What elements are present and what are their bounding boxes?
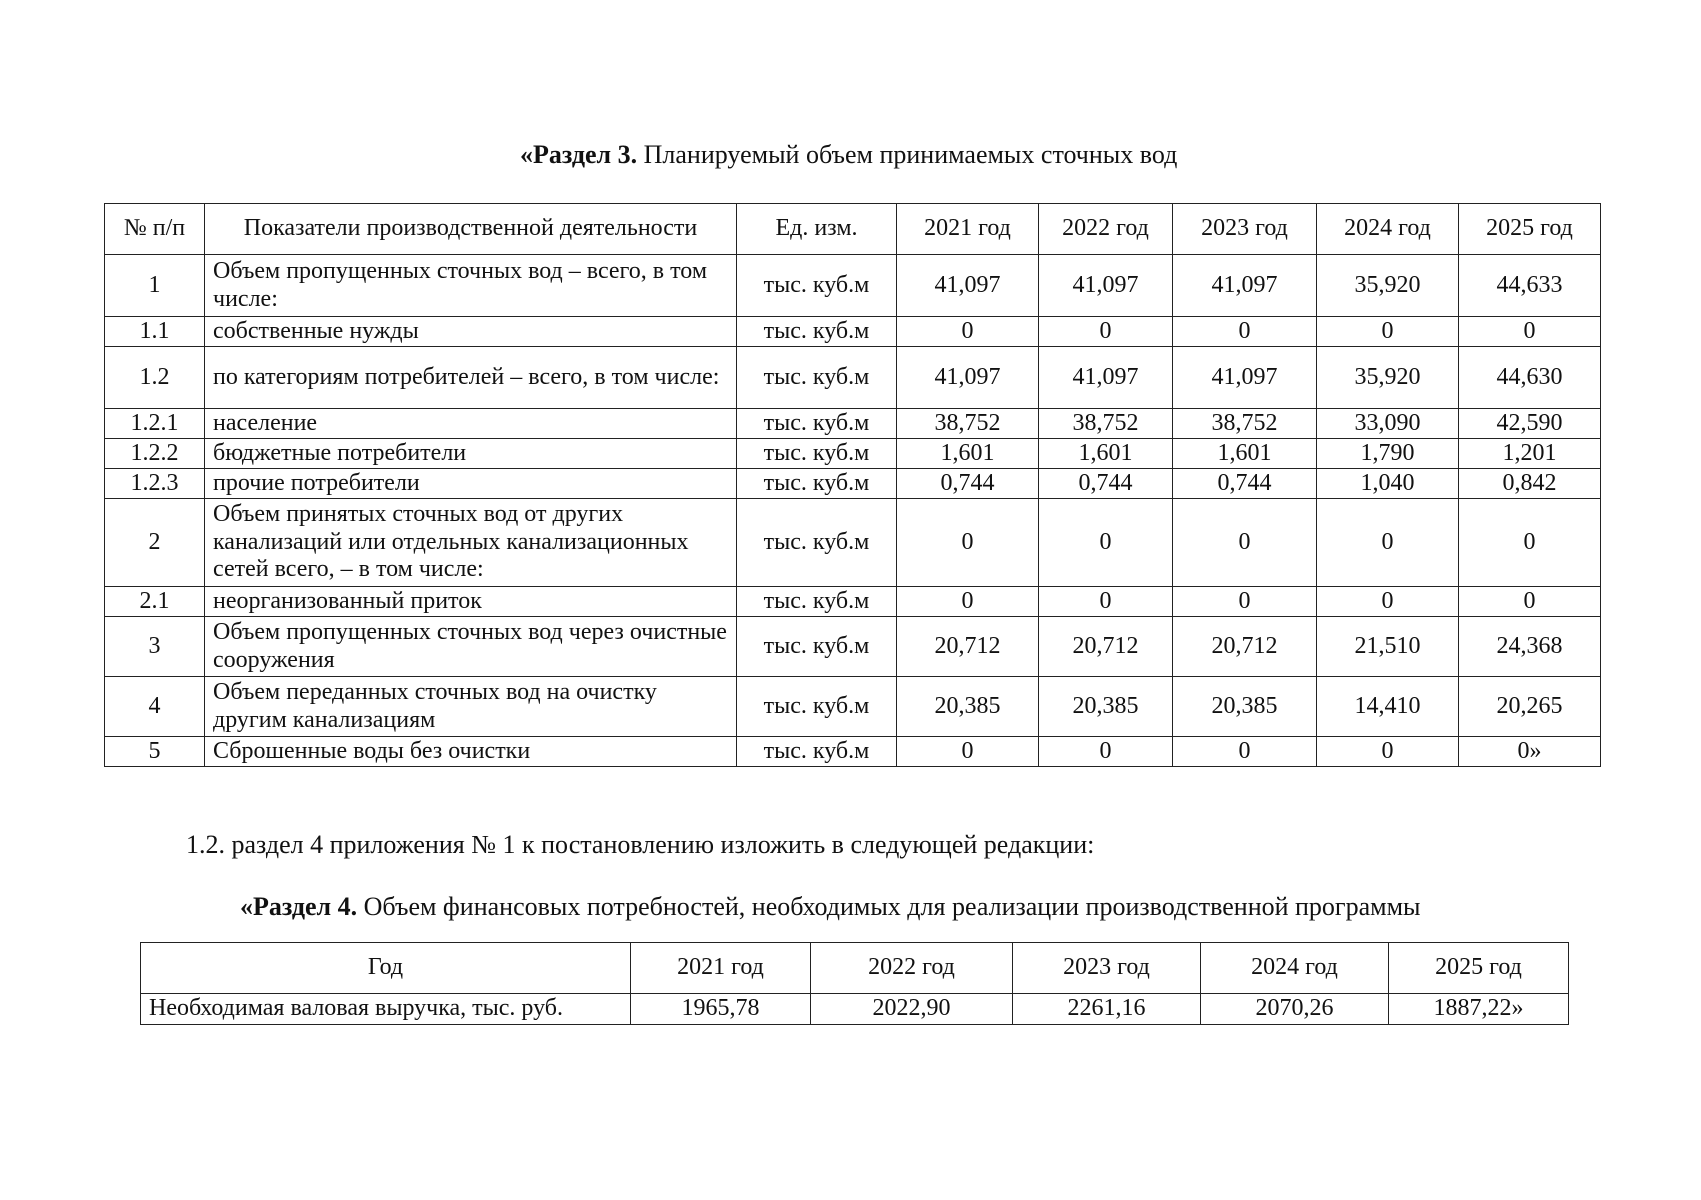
col-header-indicator: Показатели производственной деятельности [205,204,737,255]
row-value-2024: 1,790 [1317,439,1459,469]
row-indicator: неорганизованный приток [205,587,737,617]
row-value-2021: 20,385 [897,677,1039,737]
row-unit: тыс. куб.м [737,409,897,439]
row-value-2023: 0 [1173,317,1317,347]
row-value-2022: 41,097 [1039,347,1173,409]
col-header-2025: 2025 год [1459,204,1601,255]
row-unit: тыс. куб.м [737,347,897,409]
row-value-2022: 20,712 [1039,617,1173,677]
row-value-2022: 20,385 [1039,677,1173,737]
row-value-2022: 41,097 [1039,255,1173,317]
row-value-2021: 38,752 [897,409,1039,439]
row-number: 1.2.3 [105,469,205,499]
row-value-2025: 1,201 [1459,439,1601,469]
row-number: 2.1 [105,587,205,617]
row-value-2023: 41,097 [1173,347,1317,409]
row-indicator: Объем переданных сточных вод на очистку другим канализациям [205,677,737,737]
row-indicator: население [205,409,737,439]
row-unit: тыс. куб.м [737,317,897,347]
row-value-2021: 20,712 [897,617,1039,677]
section-3-header-row [105,204,1601,255]
row-value-2024: 33,090 [1317,409,1459,439]
revenue-2024: 2070,26 [1201,994,1389,1025]
row-value-2021: 0 [897,317,1039,347]
row-value-2025: 42,590 [1459,409,1601,439]
col-header-2024: 2024 год [1201,943,1389,994]
row-value-2025: 24,368 [1459,617,1601,677]
row-value-2025: 20,265 [1459,677,1601,737]
row-value-2021: 0 [897,587,1039,617]
row-value-2024: 0 [1317,587,1459,617]
table-row [105,737,1601,767]
row-indicator: прочие потребители [205,469,737,499]
row-value-2022: 1,601 [1039,439,1173,469]
row-indicator: бюджетные потребители [205,439,737,469]
col-header-2022: 2022 год [811,943,1013,994]
row-value-2024: 0 [1317,737,1459,767]
row-indicator: Объем пропущенных сточных вод – всего, в том числе: [205,255,737,317]
row-value-2023: 20,385 [1173,677,1317,737]
row-value-2024: 35,920 [1317,255,1459,317]
row-value-2023: 1,601 [1173,439,1317,469]
row-value-2024: 35,920 [1317,347,1459,409]
row-value-2025: 0 [1459,317,1601,347]
section-4-title-bold: «Раздел 4. [240,892,358,921]
col-header-2023: 2023 год [1173,204,1317,255]
row-value-2025: 0,842 [1459,469,1601,499]
col-header-2023: 2023 год [1013,943,1201,994]
section-3-table [104,203,1601,767]
table-row [105,677,1601,737]
row-unit: тыс. куб.м [737,587,897,617]
col-header-2021: 2021 год [631,943,811,994]
row-value-2025: 0 [1459,587,1601,617]
row-indicator: Объем принятых сточных вод от других канализаций или отдельных канализационных сетей всего, – в том числе: [205,499,737,587]
row-number: 2 [105,499,205,587]
row-value-2025: 44,633 [1459,255,1601,317]
row-value-2025: 44,630 [1459,347,1601,409]
table-row [105,499,1601,587]
row-value-2024: 14,410 [1317,677,1459,737]
row-number: 3 [105,617,205,677]
row-value-2023: 20,712 [1173,617,1317,677]
revenue-2023: 2261,16 [1013,994,1201,1025]
revenue-label: Необходимая валовая выручка, тыс. руб. [141,994,631,1025]
row-value-2022: 0,744 [1039,469,1173,499]
revenue-2025: 1887,22» [1389,994,1569,1025]
row-value-2022: 38,752 [1039,409,1173,439]
row-unit: тыс. куб.м [737,255,897,317]
section-3-title-bold: «Раздел 3. [520,140,638,169]
row-value-2022: 0 [1039,737,1173,767]
col-header-num: № п/п [105,204,205,255]
section-4-title [240,892,1421,922]
col-header-2021: 2021 год [897,204,1039,255]
row-unit: тыс. куб.м [737,439,897,469]
section-3-title-text: Планируемый объем принимаемых сточных вод [637,140,1178,169]
col-header-2022: 2022 год [1039,204,1173,255]
row-value-2023: 38,752 [1173,409,1317,439]
table-row [105,439,1601,469]
row-value-2023: 0,744 [1173,469,1317,499]
row-unit: тыс. куб.м [737,469,897,499]
row-value-2021: 0 [897,499,1039,587]
row-value-2021: 0,744 [897,469,1039,499]
row-value-2024: 21,510 [1317,617,1459,677]
row-indicator: по категориям потребителей – всего, в том числе: [205,347,737,409]
row-indicator: Объем пропущенных сточных вод через очистные сооружения [205,617,737,677]
section-4-title-text: Объем финансовых потребностей, необходимых для реализации производственной программы [357,892,1421,921]
section-3-title [520,140,1177,170]
row-value-2024: 1,040 [1317,469,1459,499]
row-value-2023: 41,097 [1173,255,1317,317]
row-number: 1.1 [105,317,205,347]
row-value-2022: 0 [1039,587,1173,617]
row-unit: тыс. куб.м [737,737,897,767]
revenue-2022: 2022,90 [811,994,1013,1025]
col-header-year: Год [141,943,631,994]
table-row [105,409,1601,439]
row-value-2021: 1,601 [897,439,1039,469]
row-unit: тыс. куб.м [737,617,897,677]
row-value-2021: 41,097 [897,255,1039,317]
table-row [105,469,1601,499]
row-number: 1.2.1 [105,409,205,439]
row-indicator: собственные нужды [205,317,737,347]
row-number: 1.2 [105,347,205,409]
row-indicator: Сброшенные воды без очистки [205,737,737,767]
col-header-2025: 2025 год [1389,943,1569,994]
table-row [105,317,1601,347]
row-unit: тыс. куб.м [737,677,897,737]
row-number: 1 [105,255,205,317]
row-value-2022: 0 [1039,317,1173,347]
table-row [105,255,1601,317]
row-value-2024: 0 [1317,317,1459,347]
row-value-2021: 0 [897,737,1039,767]
row-number: 1.2.2 [105,439,205,469]
col-header-2024: 2024 год [1317,204,1459,255]
section-4-header-row [141,943,1569,994]
revenue-2021: 1965,78 [631,994,811,1025]
row-value-2025: 0 [1459,499,1601,587]
table-row [105,587,1601,617]
row-value-2023: 0 [1173,737,1317,767]
row-value-2021: 41,097 [897,347,1039,409]
revenue-row [141,994,1569,1025]
row-unit: тыс. куб.м [737,499,897,587]
row-value-2022: 0 [1039,499,1173,587]
row-number: 5 [105,737,205,767]
amendment-paragraph: 1.2. раздел 4 приложения № 1 к постановлению изложить в следующей редакции: [186,830,1095,859]
table-row [105,617,1601,677]
table-row [105,347,1601,409]
row-number: 4 [105,677,205,737]
row-value-2024: 0 [1317,499,1459,587]
row-value-2023: 0 [1173,587,1317,617]
row-value-2023: 0 [1173,499,1317,587]
col-header-unit: Ед. изм. [737,204,897,255]
section-4-table [140,942,1569,1025]
row-value-2025: 0» [1459,737,1601,767]
